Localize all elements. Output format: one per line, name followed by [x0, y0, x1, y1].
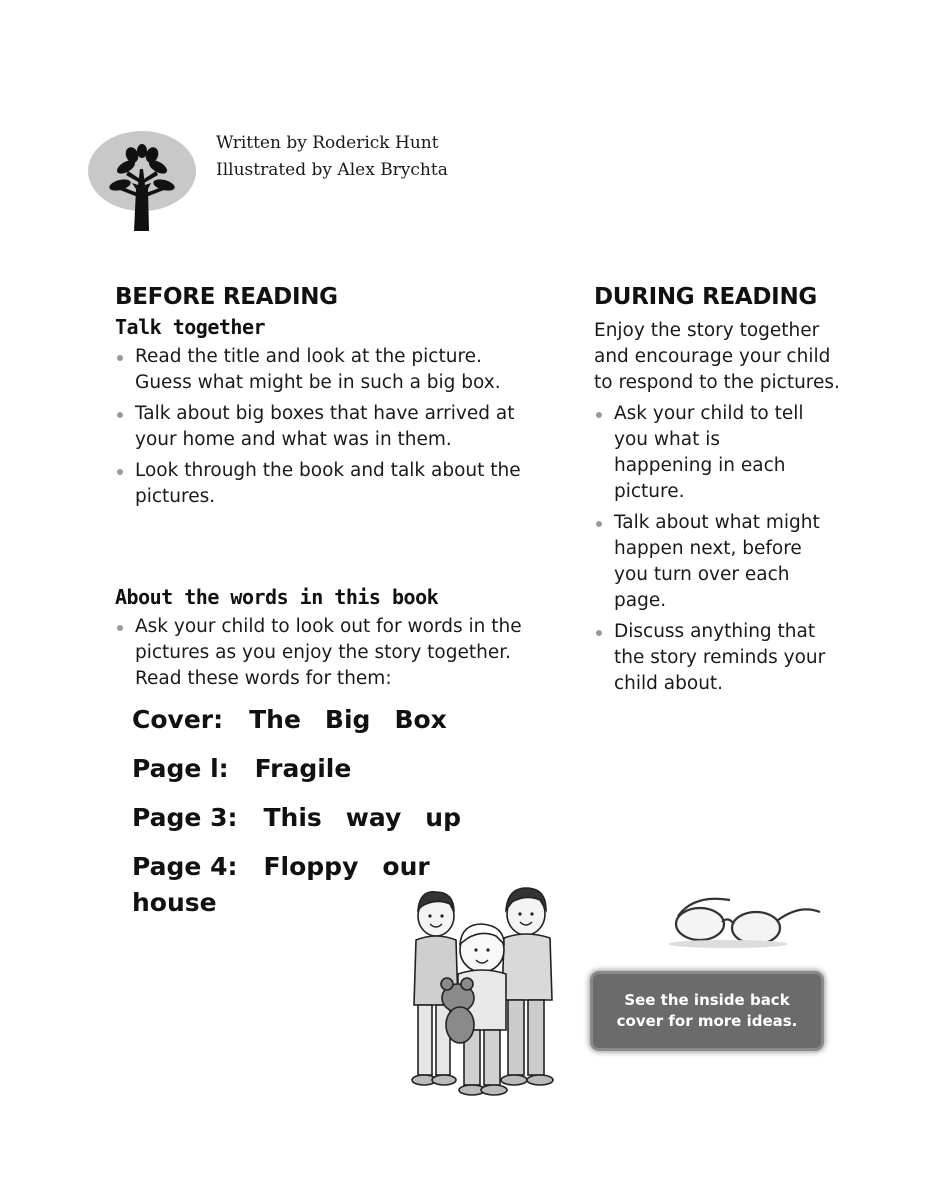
during-reading-list [594, 401, 844, 697]
word-line-page4-continued: house [132, 888, 217, 917]
about-words-list [115, 614, 535, 692]
tree-logo-icon [88, 127, 198, 235]
list-item: Look through the book and talk about the pictures. [115, 458, 535, 510]
glasses-illustration [664, 890, 824, 950]
before-reading-list [115, 344, 535, 510]
list-item: Ask your child to tell you what is happening in each picture. [594, 401, 814, 505]
list-item: Discuss anything that the story reminds your child about. [594, 619, 844, 697]
word: Big [324, 705, 371, 734]
word-line-page3 [132, 800, 461, 836]
list-item: Talk about what might happen next, before you turn over each page. [594, 510, 834, 614]
word: up [425, 803, 461, 832]
talk-together-heading: Talk together [115, 315, 266, 339]
book-credits [216, 130, 448, 184]
list-item: Talk about big boxes that have arrived at your home and what was in them. [115, 401, 535, 453]
during-reading-intro: Enjoy the story together and encourage your child to respond to the pictures. [594, 320, 840, 393]
list-item: Read the title and look at the picture. Guess what might be in such a big box. [115, 344, 535, 396]
more-ideas-text: See the inside back cover for more ideas. [616, 991, 798, 1030]
illustrator-credit: Illustrated by Alex Brychta [216, 160, 448, 180]
word: This [263, 803, 322, 832]
before-reading-section [115, 282, 535, 515]
during-reading-section [594, 282, 844, 702]
more-ideas-note [593, 974, 821, 1048]
word: Fragile [254, 754, 352, 783]
before-reading-heading: BEFORE READING [115, 284, 338, 310]
word-label: Page 3: [132, 803, 238, 832]
children-illustration [400, 880, 565, 1105]
word: The [249, 705, 301, 734]
during-reading-heading: DURING READING [594, 284, 817, 310]
word-label: Page l: [132, 754, 229, 783]
about-words-heading: About the words in this book [115, 585, 439, 609]
author-credit: Written by Roderick Hunt [216, 133, 439, 153]
word-line-cover [132, 702, 452, 738]
word: our [382, 852, 430, 881]
word: Box [394, 705, 447, 734]
word-label: Page 4: [132, 852, 238, 881]
word: way [345, 803, 402, 832]
list-item: Ask your child to look out for words in the pictures as you enjoy the story together. Read these words for them: [115, 614, 535, 692]
about-words-section [115, 582, 535, 697]
word: Floppy [263, 852, 359, 881]
word-line-page1 [132, 751, 452, 787]
word-label: Cover: [132, 705, 224, 734]
